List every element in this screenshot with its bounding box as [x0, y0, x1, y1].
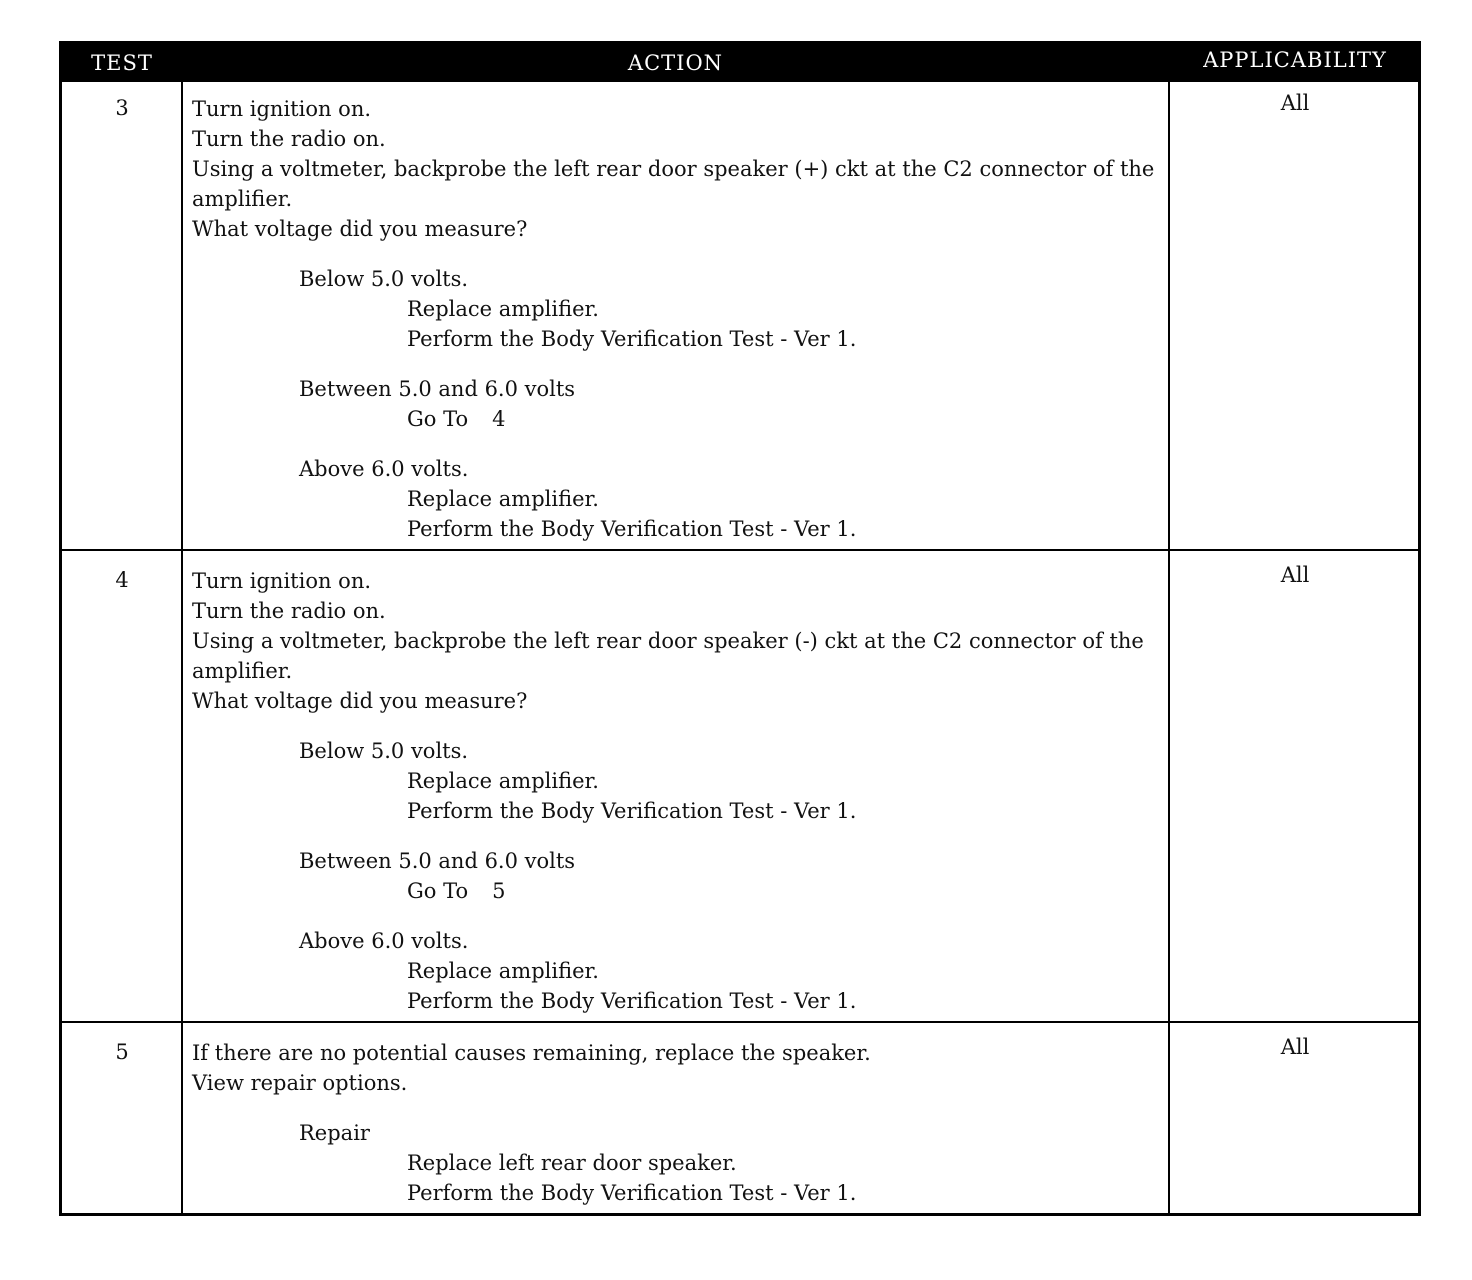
action-line: What voltage did you measure?: [192, 217, 528, 241]
applicability-5: All: [1280, 1035, 1310, 1059]
condition-result: Replace amplifier.: [407, 297, 599, 321]
row-divider-4-5: [62, 1021, 1418, 1023]
action-line: What voltage did you measure?: [192, 689, 528, 713]
condition-result: Perform the Body Verification Test - Ver 1.: [407, 989, 857, 1013]
test-number-4: 4: [115, 568, 129, 592]
condition-result: Perform the Body Verification Test - Ver 1.: [407, 327, 857, 351]
test-number-3: 3: [115, 96, 129, 120]
action-line: Turn the radio on.: [192, 599, 386, 623]
condition-label: Below 5.0 volts.: [299, 267, 469, 291]
diagnostic-test-table: [59, 41, 1421, 1216]
condition-result: Perform the Body Verification Test - Ver 1.: [407, 517, 857, 541]
header-test: TEST: [91, 51, 153, 75]
applicability-4: All: [1280, 563, 1310, 587]
condition-result: Perform the Body Verification Test - Ver 1.: [407, 1181, 857, 1205]
action-line: View repair options.: [192, 1071, 408, 1095]
goto-step: [192, 876, 1162, 906]
action-line: Using a voltmeter, backprobe the left rear door speaker (-) ckt at the C2 connector of the amplifier.: [192, 629, 1144, 683]
action-line: Turn ignition on.: [192, 569, 372, 593]
action-line: Turn the radio on.: [192, 127, 386, 151]
condition-result: Replace amplifier.: [407, 769, 599, 793]
condition-result: Replace left rear door speaker.: [407, 1151, 737, 1175]
action-line: Using a voltmeter, backprobe the left rear door speaker (+) ckt at the C2 connector of the amplifier.: [192, 157, 1155, 211]
action-cell-4: [192, 566, 1162, 1016]
applicability-3: All: [1280, 91, 1310, 115]
action-line: If there are no potential causes remaining, replace the speaker.: [192, 1041, 871, 1065]
condition-label: Between 5.0 and 6.0 volts: [299, 849, 576, 873]
condition-result: Perform the Body Verification Test - Ver 1.: [407, 799, 857, 823]
condition-result: Replace amplifier.: [407, 487, 599, 511]
goto-target: 4: [492, 407, 506, 431]
action-cell-3: [192, 94, 1162, 544]
header-action: ACTION: [627, 51, 724, 75]
condition-result: Replace amplifier.: [407, 959, 599, 983]
condition-label: Repair: [299, 1121, 370, 1145]
goto-label: Go To: [407, 879, 469, 903]
condition-label: Below 5.0 volts.: [299, 739, 469, 763]
test-number-5: 5: [115, 1040, 129, 1064]
table-header-row: [62, 44, 1418, 82]
header-applicability: APPLICABILITY: [1203, 48, 1387, 72]
action-cell-5: [192, 1038, 1162, 1208]
condition-label: Above 6.0 volts.: [299, 457, 469, 481]
condition-label: Between 5.0 and 6.0 volts: [299, 377, 576, 401]
action-line: Turn ignition on.: [192, 97, 372, 121]
row-divider-3-4: [62, 549, 1418, 551]
goto-target: 5: [492, 879, 506, 903]
goto-label: Go To: [407, 407, 469, 431]
condition-label: Above 6.0 volts.: [299, 929, 469, 953]
goto-step: [192, 404, 1162, 434]
